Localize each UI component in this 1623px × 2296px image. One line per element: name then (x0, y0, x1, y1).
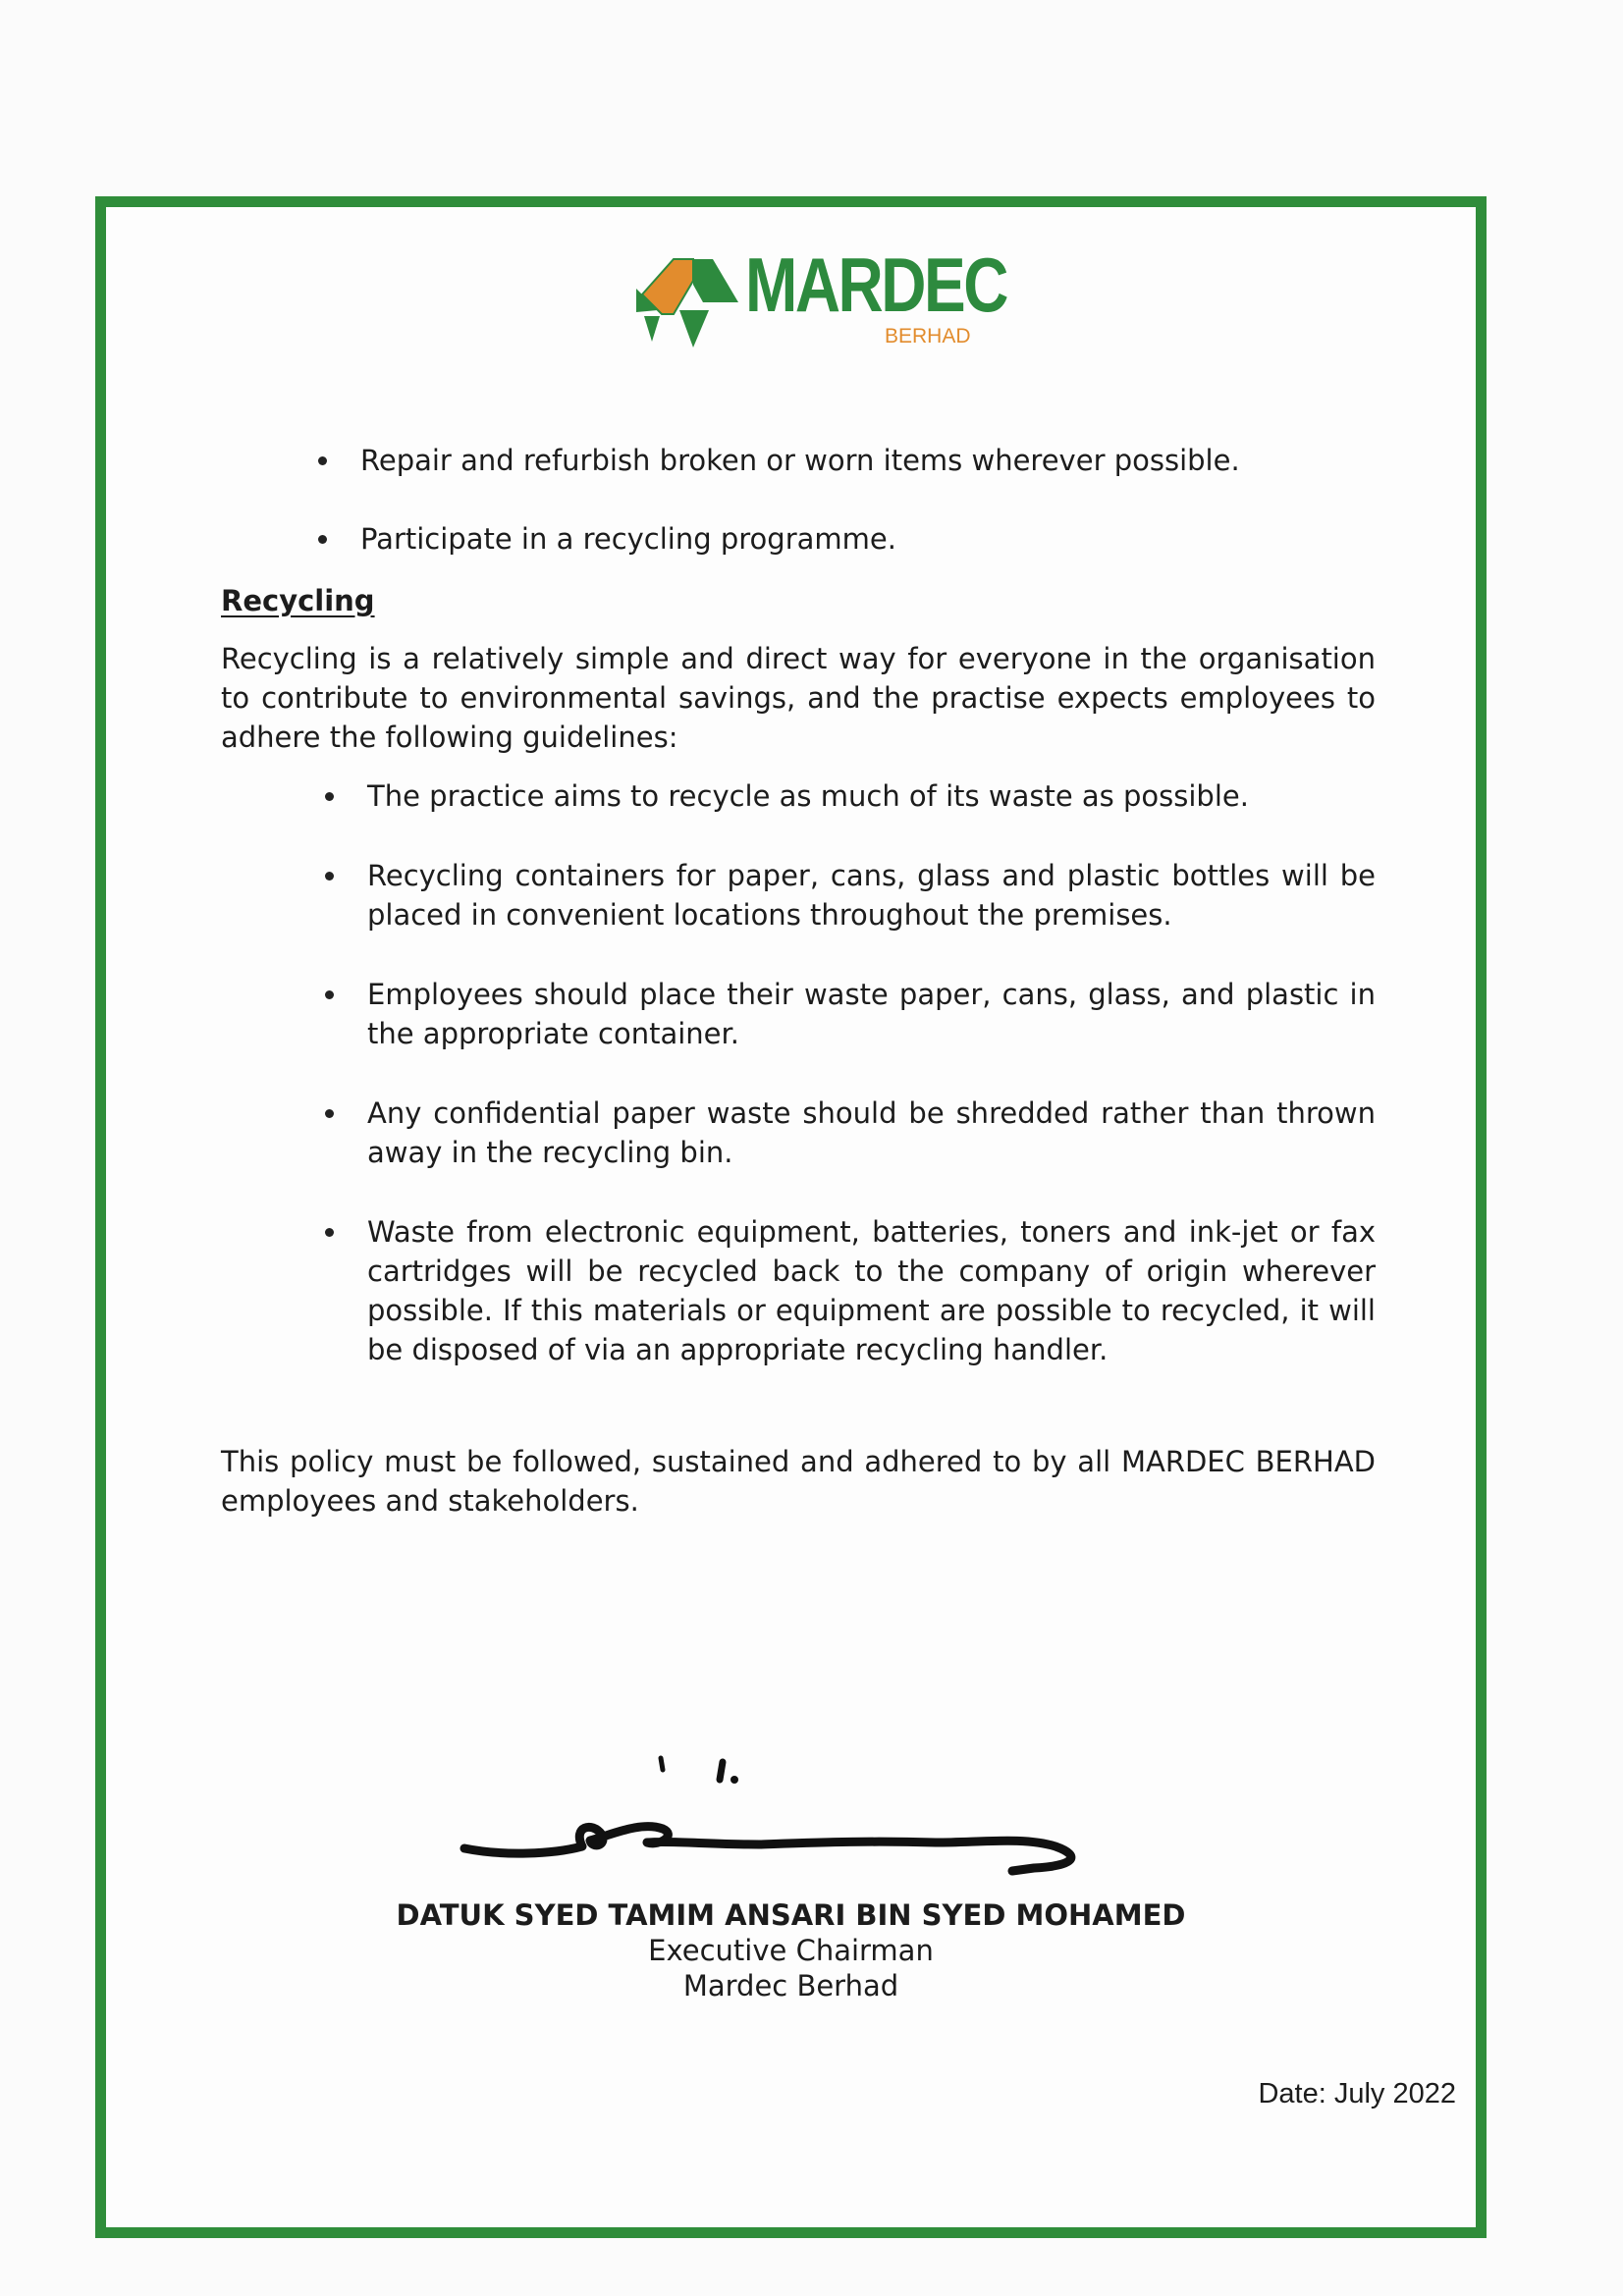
section-heading-recycling: Recycling (221, 584, 375, 617)
logo-subtitle: BERHAD (885, 325, 971, 347)
mardec-mark-icon (636, 251, 744, 349)
signer-title: Executive Chairman (648, 1934, 934, 1967)
closing-statement: This policy must be followed, sustained and adhered to by all MARDEC BERHAD employees and stakeholders. (221, 1445, 1376, 1518)
list-item: The practice aims to recycle as much of its waste as possible. (367, 776, 1376, 816)
list-item: Waste from electronic equipment, batteries, toners and ink-jet or fax cartridges will be recycled back to the company of origin wherever possible. If this materials or equipment are possible to recycled, it will be disposed of via an appropriate recycling handler. (367, 1212, 1376, 1369)
list-item: Participate in a recycling programme. (360, 519, 1460, 559)
list-item: Employees should place their waste paper, cans, glass, and plastic in the appropriate container. (367, 975, 1376, 1053)
document-date: Date: July 2022 (1258, 2078, 1456, 2109)
company-logo (636, 241, 1108, 364)
logo-wordmark: MARDEC (745, 241, 1006, 328)
signature (445, 1719, 1112, 1876)
list-item: Repair and refurbish broken or worn items wherever possible. (360, 441, 1460, 480)
recycling-guidelines-list (367, 776, 1376, 1410)
list-item: Recycling containers for paper, cans, glass and plastic bottles will be placed in convenient locations throughout the premises. (367, 856, 1376, 934)
signer-company: Mardec Berhad (682, 1969, 899, 2002)
page-frame (95, 196, 1487, 2238)
intro-list (360, 441, 1460, 598)
recycling-paragraph: Recycling is a relatively simple and direct way for everyone in the organisation to contribute to environmental savings, and the practise expects employees to adhere the following guidelines: (221, 642, 1376, 754)
signer-name: DATUK SYED TAMIM ANSARI BIN SYED MOHAMED (396, 1898, 1186, 1932)
list-item: Any confidential paper waste should be shredded rather than thrown away in the recycling bin. (367, 1094, 1376, 1172)
